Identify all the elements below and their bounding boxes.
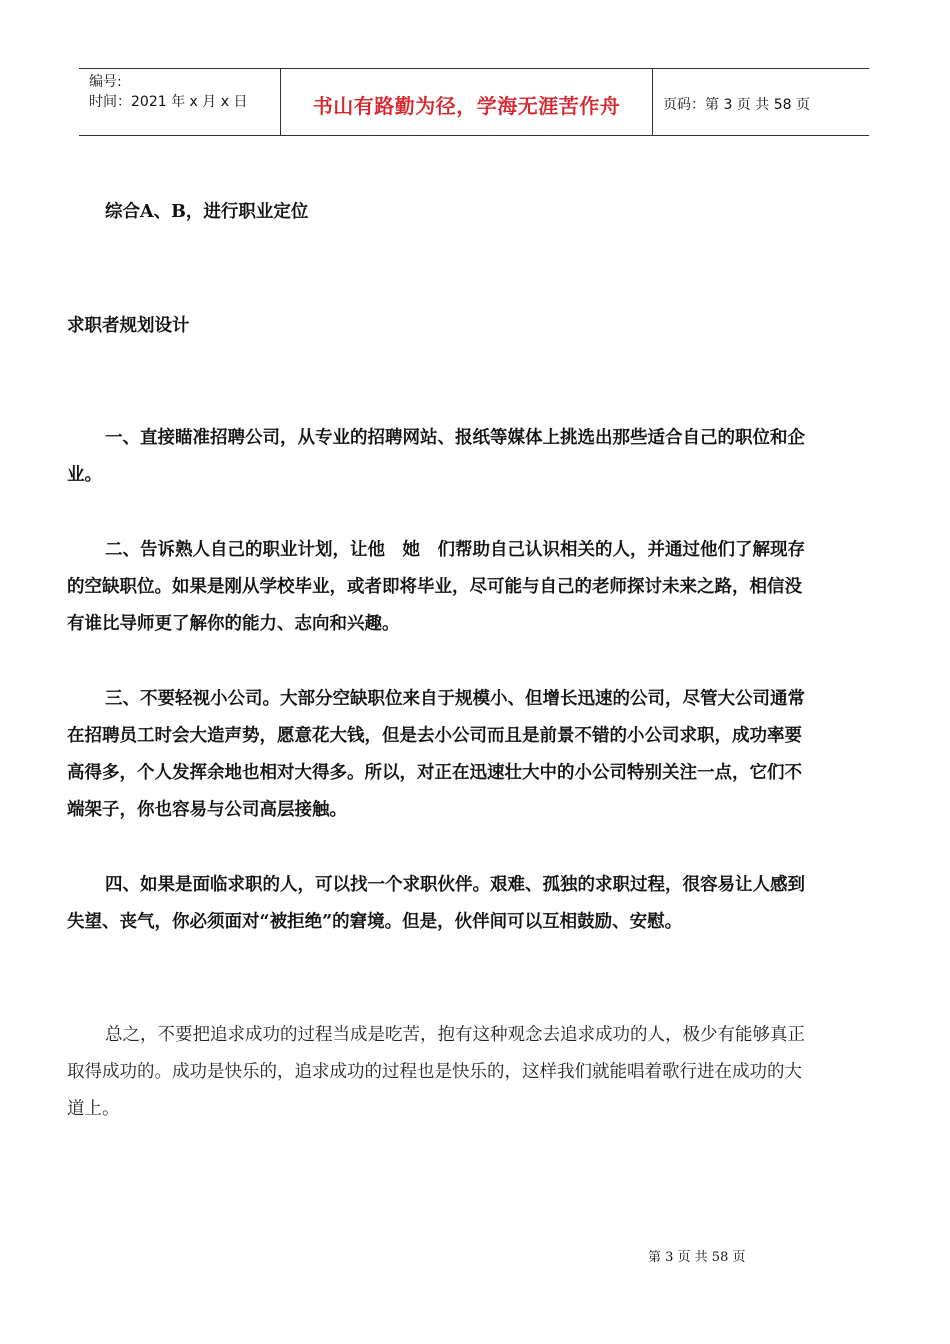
paragraph-3-line-4: 端架子，你也容易与公司高层接触。 [67, 800, 347, 820]
positioning-line: 综合A、B，进行职业定位 [105, 202, 309, 222]
paragraph-4-line-2: 失望、丧气，你必须面对“被拒绝”的窘境。但是，伙伴间可以互相鼓励、安慰。 [67, 912, 683, 932]
paragraph-5-line-1: 总之，不要把追求成功的过程当成是吃苦，抱有这种观念去追求成功的人，极少有能够真正 [105, 1025, 805, 1045]
paragraph-5-line-2: 取得成功的。成功是快乐的，追求成功的过程也是快乐的，这样我们就能唱着歌行进在成功的大 [67, 1062, 802, 1082]
paragraph-1-line-1: 一、直接瞄准招聘公司，从专业的招聘网站、报纸等媒体上挑选出那些适合自己的职位和企 [105, 428, 805, 448]
page-footer: 第 3 页 共 58 页 [648, 1250, 746, 1265]
header-page-label: 页码：第 3 页 共 58 页 [663, 97, 810, 113]
paragraph-4-line-1: 四、如果是面临求职的人，可以找一个求职伙伴。艰难、孤独的求职过程，很容易让人感到 [105, 875, 805, 895]
paragraph-3-line-3: 高得多，个人发挥余地也相对大得多。所以，对正在迅速壮大中的小公司特别关注一点，它们不 [67, 763, 802, 783]
paragraph-3-line-1: 三、不要轻视小公司。大部分空缺职位来自于规模小、但增长迅速的公司，尽管大公司通常 [105, 689, 805, 709]
time-label: 时间：2021 年 x 月 x 日 [89, 94, 248, 110]
paragraph-3-line-2: 在招聘员工时会大造声势，愿意花大钱，但是去小公司而且是前景不错的小公司求职，成功率要 [67, 726, 802, 746]
paragraph-2-line-3: 有谁比导师更了解你的能力、志向和兴趣。 [67, 614, 400, 634]
paragraph-1-line-2: 业。 [67, 465, 102, 485]
paragraph-2-line-2: 的空缺职位。如果是刚从学校毕业，或者即将毕业，尽可能与自己的老师探讨未来之路，相信没 [67, 577, 802, 597]
header-motto: 书山有路勤为径，学海无涯苦作舟 [281, 69, 653, 135]
section-heading: 求职者规划设计 [67, 316, 190, 336]
header-meta [79, 69, 281, 135]
paragraph-2-line-1: 二、告诉熟人自己的职业计划，让他 她 们帮助自己认识相关的人，并通过他们了解现存 [105, 540, 805, 560]
number-label: 编号: [89, 74, 122, 90]
paragraph-5-line-3: 道上。 [67, 1099, 120, 1119]
page-header [79, 68, 869, 136]
